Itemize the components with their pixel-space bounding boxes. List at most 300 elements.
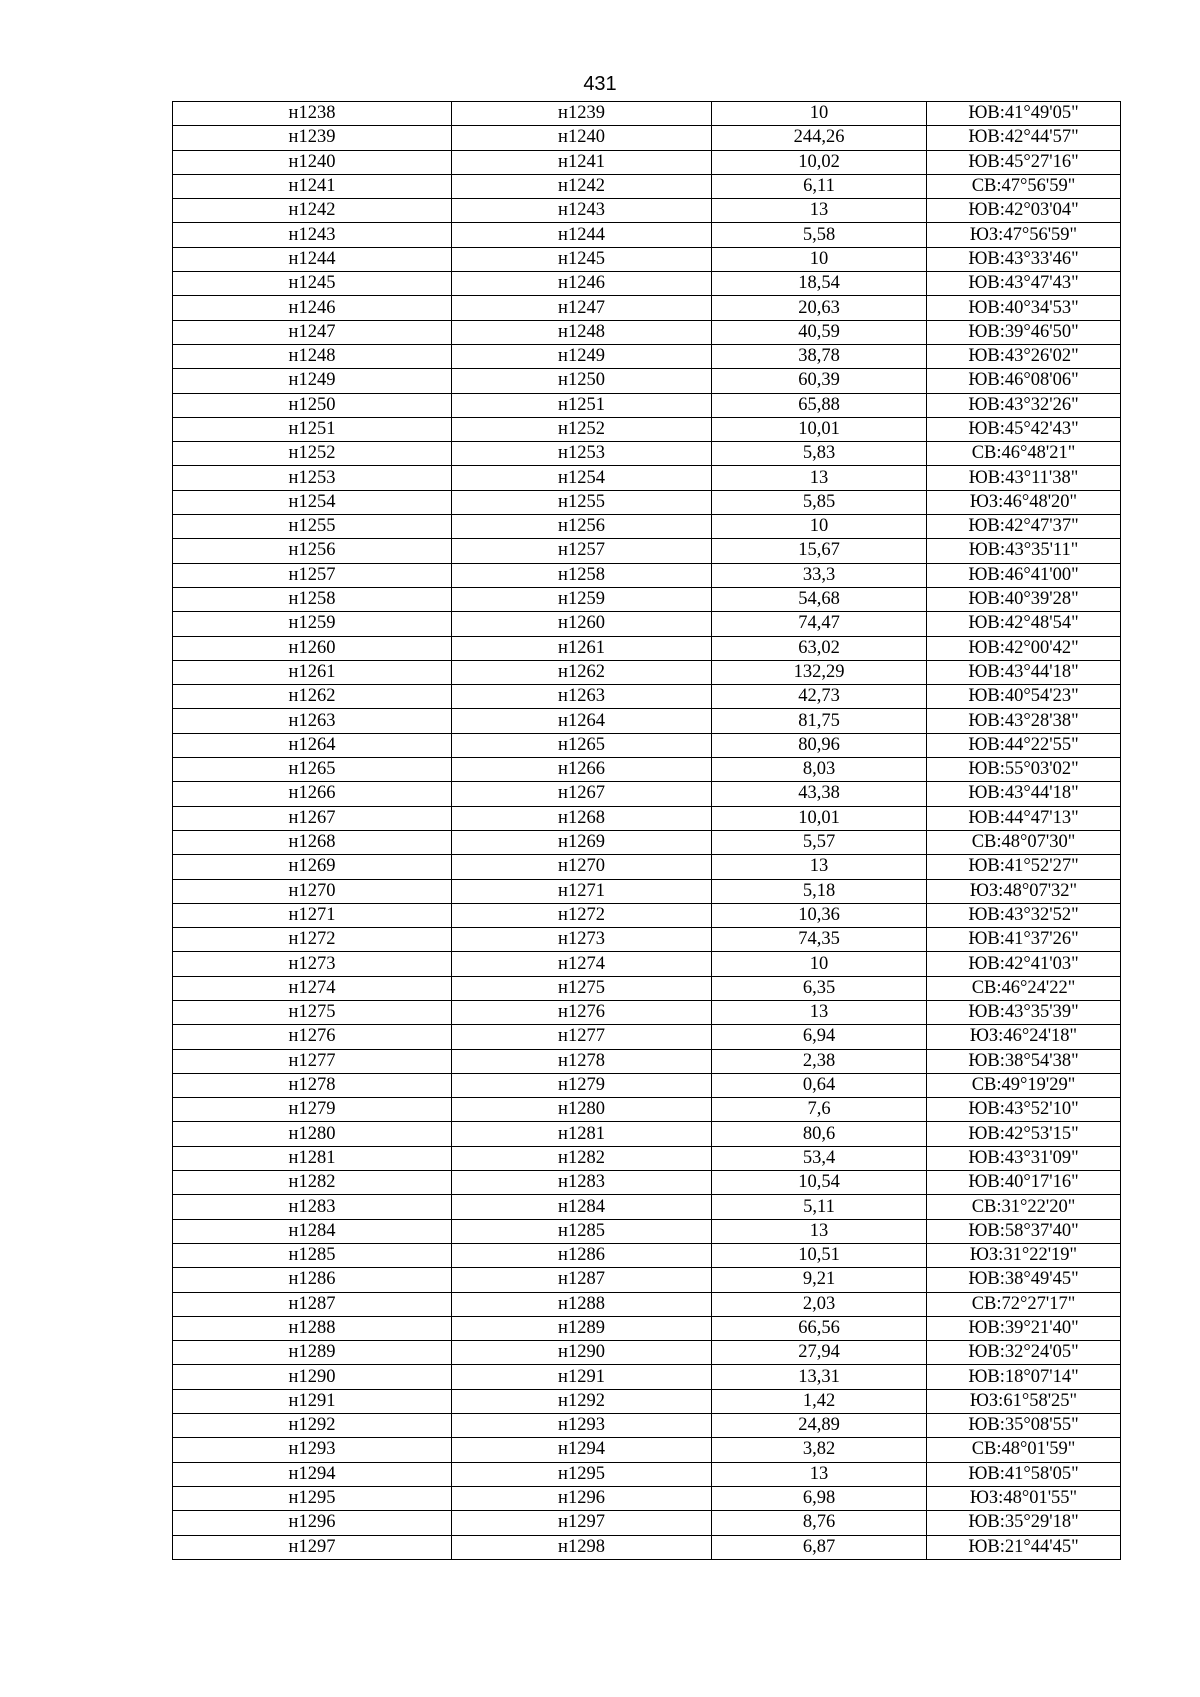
end-point-cell: н1245 — [452, 247, 712, 271]
start-point-cell: н1280 — [173, 1122, 452, 1146]
start-point-cell: н1238 — [173, 102, 452, 126]
bearing-cell: ЮВ:42°03'04" — [927, 199, 1121, 223]
length-cell: 6,35 — [712, 976, 927, 1000]
start-point-cell: н1279 — [173, 1098, 452, 1122]
start-point-cell: н1284 — [173, 1219, 452, 1243]
table-row — [173, 660, 1121, 684]
end-point-cell: н1285 — [452, 1219, 712, 1243]
start-point-cell: н1245 — [173, 272, 452, 296]
table-row — [173, 1195, 1121, 1219]
length-cell: 13 — [712, 466, 927, 490]
start-point-cell: н1270 — [173, 879, 452, 903]
length-cell: 132,29 — [712, 660, 927, 684]
length-cell: 5,18 — [712, 879, 927, 903]
length-cell: 81,75 — [712, 709, 927, 733]
table-row — [173, 952, 1121, 976]
table-row — [173, 879, 1121, 903]
length-cell: 5,83 — [712, 442, 927, 466]
bearing-cell: ЮЗ:46°48'20" — [927, 490, 1121, 514]
bearing-cell: ЮВ:43°28'38" — [927, 709, 1121, 733]
bearing-cell: ЮВ:44°22'55" — [927, 733, 1121, 757]
end-point-cell: н1242 — [452, 174, 712, 198]
end-point-cell: н1277 — [452, 1025, 712, 1049]
bearing-cell: ЮВ:43°35'11" — [927, 539, 1121, 563]
table-row — [173, 442, 1121, 466]
length-cell: 24,89 — [712, 1414, 927, 1438]
bearing-cell: ЮВ:42°47'37" — [927, 515, 1121, 539]
length-cell: 10 — [712, 102, 927, 126]
table-row — [173, 344, 1121, 368]
end-point-cell: н1296 — [452, 1486, 712, 1510]
end-point-cell: н1259 — [452, 587, 712, 611]
length-cell: 7,6 — [712, 1098, 927, 1122]
table-row — [173, 1268, 1121, 1292]
start-point-cell: н1256 — [173, 539, 452, 563]
bearing-cell: ЮВ:43°31'09" — [927, 1146, 1121, 1170]
end-point-cell: н1271 — [452, 879, 712, 903]
end-point-cell: н1239 — [452, 102, 712, 126]
start-point-cell: н1271 — [173, 903, 452, 927]
bearing-cell: СВ:48°01'59" — [927, 1438, 1121, 1462]
table-row — [173, 126, 1121, 150]
bearing-cell: ЮВ:35°29'18" — [927, 1511, 1121, 1535]
table-row — [173, 1292, 1121, 1316]
table-row — [173, 150, 1121, 174]
bearing-cell: СВ:49°19'29" — [927, 1073, 1121, 1097]
bearing-cell: ЮВ:39°46'50" — [927, 320, 1121, 344]
bearing-cell: ЮВ:41°52'27" — [927, 855, 1121, 879]
table-row — [173, 903, 1121, 927]
end-point-cell: н1244 — [452, 223, 712, 247]
start-point-cell: н1293 — [173, 1438, 452, 1462]
start-point-cell: н1255 — [173, 515, 452, 539]
bearing-cell: СВ:46°48'21" — [927, 442, 1121, 466]
end-point-cell: н1258 — [452, 563, 712, 587]
length-cell: 10,01 — [712, 806, 927, 830]
end-point-cell: н1256 — [452, 515, 712, 539]
bearing-cell: ЮВ:35°08'55" — [927, 1414, 1121, 1438]
length-cell: 54,68 — [712, 587, 927, 611]
table-row — [173, 1122, 1121, 1146]
length-cell: 5,85 — [712, 490, 927, 514]
length-cell: 15,67 — [712, 539, 927, 563]
start-point-cell: н1283 — [173, 1195, 452, 1219]
table-row — [173, 976, 1121, 1000]
end-point-cell: н1251 — [452, 393, 712, 417]
bearing-cell: ЮВ:41°58'05" — [927, 1462, 1121, 1486]
start-point-cell: н1260 — [173, 636, 452, 660]
table-row — [173, 296, 1121, 320]
bearing-cell: ЮВ:55°03'02" — [927, 758, 1121, 782]
table-row — [173, 1049, 1121, 1073]
end-point-cell: н1281 — [452, 1122, 712, 1146]
table-row — [173, 466, 1121, 490]
bearing-cell: СВ:46°24'22" — [927, 976, 1121, 1000]
table-row — [173, 199, 1121, 223]
bearing-cell: ЮВ:40°54'23" — [927, 685, 1121, 709]
start-point-cell: н1247 — [173, 320, 452, 344]
length-cell: 53,4 — [712, 1146, 927, 1170]
end-point-cell: н1279 — [452, 1073, 712, 1097]
length-cell: 33,3 — [712, 563, 927, 587]
boundary-points-table — [172, 101, 1121, 1560]
table-row — [173, 587, 1121, 611]
end-point-cell: н1254 — [452, 466, 712, 490]
end-point-cell: н1266 — [452, 758, 712, 782]
table-row — [173, 612, 1121, 636]
length-cell: 13,31 — [712, 1365, 927, 1389]
end-point-cell: н1292 — [452, 1389, 712, 1413]
length-cell: 2,38 — [712, 1049, 927, 1073]
start-point-cell: н1274 — [173, 976, 452, 1000]
bearing-cell: ЮЗ:48°01'55" — [927, 1486, 1121, 1510]
bearing-cell: ЮВ:42°44'57" — [927, 126, 1121, 150]
end-point-cell: н1248 — [452, 320, 712, 344]
start-point-cell: н1262 — [173, 685, 452, 709]
bearing-cell: ЮВ:43°33'46" — [927, 247, 1121, 271]
end-point-cell: н1246 — [452, 272, 712, 296]
start-point-cell: н1264 — [173, 733, 452, 757]
bearing-cell: ЮВ:38°49'45" — [927, 1268, 1121, 1292]
table-row — [173, 1219, 1121, 1243]
end-point-cell: н1250 — [452, 369, 712, 393]
start-point-cell: н1275 — [173, 1000, 452, 1024]
end-point-cell: н1297 — [452, 1511, 712, 1535]
table-row — [173, 490, 1121, 514]
table-row — [173, 1316, 1121, 1340]
length-cell: 8,03 — [712, 758, 927, 782]
length-cell: 1,42 — [712, 1389, 927, 1413]
table-row — [173, 1365, 1121, 1389]
table-row — [173, 1025, 1121, 1049]
length-cell: 244,26 — [712, 126, 927, 150]
length-cell: 2,03 — [712, 1292, 927, 1316]
end-point-cell: н1275 — [452, 976, 712, 1000]
start-point-cell: н1276 — [173, 1025, 452, 1049]
table-row — [173, 733, 1121, 757]
start-point-cell: н1290 — [173, 1365, 452, 1389]
bearing-cell: ЮВ:40°17'16" — [927, 1171, 1121, 1195]
start-point-cell: н1294 — [173, 1462, 452, 1486]
end-point-cell: н1272 — [452, 903, 712, 927]
bearing-cell: ЮВ:39°21'40" — [927, 1316, 1121, 1340]
start-point-cell: н1289 — [173, 1341, 452, 1365]
start-point-cell: н1259 — [173, 612, 452, 636]
length-cell: 6,11 — [712, 174, 927, 198]
start-point-cell: н1277 — [173, 1049, 452, 1073]
length-cell: 40,59 — [712, 320, 927, 344]
page-number: 431 — [583, 73, 617, 95]
table-row — [173, 1098, 1121, 1122]
end-point-cell: н1264 — [452, 709, 712, 733]
length-cell: 6,98 — [712, 1486, 927, 1510]
bearing-cell: ЮВ:42°00'42" — [927, 636, 1121, 660]
end-point-cell: н1247 — [452, 296, 712, 320]
bearing-cell: ЮВ:46°41'00" — [927, 563, 1121, 587]
table-row — [173, 1000, 1121, 1024]
table-row — [173, 369, 1121, 393]
length-cell: 42,73 — [712, 685, 927, 709]
start-point-cell: н1252 — [173, 442, 452, 466]
start-point-cell: н1286 — [173, 1268, 452, 1292]
end-point-cell: н1274 — [452, 952, 712, 976]
start-point-cell: н1285 — [173, 1243, 452, 1267]
end-point-cell: н1269 — [452, 830, 712, 854]
end-point-cell: н1289 — [452, 1316, 712, 1340]
length-cell: 80,96 — [712, 733, 927, 757]
bearing-cell: СВ:48°07'30" — [927, 830, 1121, 854]
end-point-cell: н1288 — [452, 1292, 712, 1316]
bearing-cell: ЮВ:43°44'18" — [927, 660, 1121, 684]
bearing-cell: ЮВ:43°47'43" — [927, 272, 1121, 296]
start-point-cell: н1267 — [173, 806, 452, 830]
start-point-cell: н1254 — [173, 490, 452, 514]
table-row — [173, 1243, 1121, 1267]
length-cell: 60,39 — [712, 369, 927, 393]
length-cell: 8,76 — [712, 1511, 927, 1535]
table-row — [173, 928, 1121, 952]
end-point-cell: н1267 — [452, 782, 712, 806]
table-row — [173, 563, 1121, 587]
end-point-cell: н1253 — [452, 442, 712, 466]
end-point-cell: н1260 — [452, 612, 712, 636]
end-point-cell: н1287 — [452, 1268, 712, 1292]
end-point-cell: н1270 — [452, 855, 712, 879]
table-row — [173, 417, 1121, 441]
length-cell: 5,11 — [712, 1195, 927, 1219]
start-point-cell: н1295 — [173, 1486, 452, 1510]
start-point-cell: н1292 — [173, 1414, 452, 1438]
bearing-cell: ЮВ:46°08'06" — [927, 369, 1121, 393]
table-row — [173, 1073, 1121, 1097]
bearing-cell: ЮВ:18°07'14" — [927, 1365, 1121, 1389]
length-cell: 13 — [712, 199, 927, 223]
end-point-cell: н1291 — [452, 1365, 712, 1389]
start-point-cell: н1281 — [173, 1146, 452, 1170]
start-point-cell: н1265 — [173, 758, 452, 782]
table-row — [173, 1486, 1121, 1510]
length-cell: 10 — [712, 952, 927, 976]
length-cell: 20,63 — [712, 296, 927, 320]
length-cell: 18,54 — [712, 272, 927, 296]
table-row — [173, 830, 1121, 854]
bearing-cell: ЮЗ:48°07'32" — [927, 879, 1121, 903]
length-cell: 6,94 — [712, 1025, 927, 1049]
end-point-cell: н1295 — [452, 1462, 712, 1486]
end-point-cell: н1282 — [452, 1146, 712, 1170]
start-point-cell: н1291 — [173, 1389, 452, 1413]
bearing-cell: ЮВ:32°24'05" — [927, 1341, 1121, 1365]
end-point-cell: н1255 — [452, 490, 712, 514]
table-row — [173, 685, 1121, 709]
table-row — [173, 1438, 1121, 1462]
end-point-cell: н1261 — [452, 636, 712, 660]
bearing-cell: ЮВ:43°44'18" — [927, 782, 1121, 806]
table-row — [173, 1535, 1121, 1559]
length-cell: 0,64 — [712, 1073, 927, 1097]
bearing-cell: ЮВ:40°34'53" — [927, 296, 1121, 320]
length-cell: 65,88 — [712, 393, 927, 417]
start-point-cell: н1253 — [173, 466, 452, 490]
start-point-cell: н1288 — [173, 1316, 452, 1340]
table-row — [173, 1389, 1121, 1413]
bearing-cell: ЮЗ:61°58'25" — [927, 1389, 1121, 1413]
start-point-cell: н1249 — [173, 369, 452, 393]
bearing-cell: СВ:47°56'59" — [927, 174, 1121, 198]
end-point-cell: н1280 — [452, 1098, 712, 1122]
bearing-cell: ЮВ:40°39'28" — [927, 587, 1121, 611]
bearing-cell: ЮВ:43°35'39" — [927, 1000, 1121, 1024]
table-row — [173, 515, 1121, 539]
length-cell: 74,35 — [712, 928, 927, 952]
start-point-cell: н1296 — [173, 1511, 452, 1535]
length-cell: 10,51 — [712, 1243, 927, 1267]
end-point-cell: н1276 — [452, 1000, 712, 1024]
end-point-cell: н1263 — [452, 685, 712, 709]
start-point-cell: н1266 — [173, 782, 452, 806]
start-point-cell: н1269 — [173, 855, 452, 879]
table-row — [173, 1462, 1121, 1486]
start-point-cell: н1282 — [173, 1171, 452, 1195]
start-point-cell: н1258 — [173, 587, 452, 611]
end-point-cell: н1257 — [452, 539, 712, 563]
bearing-cell: ЮВ:38°54'38" — [927, 1049, 1121, 1073]
start-point-cell: н1241 — [173, 174, 452, 198]
end-point-cell: н1265 — [452, 733, 712, 757]
length-cell: 13 — [712, 1219, 927, 1243]
end-point-cell: н1268 — [452, 806, 712, 830]
length-cell: 80,6 — [712, 1122, 927, 1146]
end-point-cell: н1294 — [452, 1438, 712, 1462]
start-point-cell: н1273 — [173, 952, 452, 976]
bearing-cell: ЮВ:43°32'26" — [927, 393, 1121, 417]
bearing-cell: ЮВ:43°11'38" — [927, 466, 1121, 490]
bearing-cell: ЮЗ:31°22'19" — [927, 1243, 1121, 1267]
start-point-cell: н1250 — [173, 393, 452, 417]
bearing-cell: ЮВ:41°49'05" — [927, 102, 1121, 126]
bearing-cell: ЮВ:41°37'26" — [927, 928, 1121, 952]
bearing-cell: ЮВ:43°32'52" — [927, 903, 1121, 927]
start-point-cell: н1272 — [173, 928, 452, 952]
end-point-cell: н1283 — [452, 1171, 712, 1195]
bearing-cell: ЮЗ:47°56'59" — [927, 223, 1121, 247]
length-cell: 10,01 — [712, 417, 927, 441]
bearing-cell: ЮВ:42°53'15" — [927, 1122, 1121, 1146]
table-row — [173, 758, 1121, 782]
start-point-cell: н1244 — [173, 247, 452, 271]
start-point-cell: н1278 — [173, 1073, 452, 1097]
table-body — [173, 102, 1121, 1560]
length-cell: 13 — [712, 1000, 927, 1024]
start-point-cell: н1240 — [173, 150, 452, 174]
bearing-cell: СВ:31°22'20" — [927, 1195, 1121, 1219]
table-row — [173, 709, 1121, 733]
bearing-cell: ЮВ:45°27'16" — [927, 150, 1121, 174]
start-point-cell: н1251 — [173, 417, 452, 441]
start-point-cell: н1243 — [173, 223, 452, 247]
bearing-cell: СВ:72°27'17" — [927, 1292, 1121, 1316]
length-cell: 10 — [712, 247, 927, 271]
bearing-cell: ЮВ:43°26'02" — [927, 344, 1121, 368]
table-row — [173, 782, 1121, 806]
table-row — [173, 320, 1121, 344]
length-cell: 13 — [712, 1462, 927, 1486]
table-row — [173, 1341, 1121, 1365]
length-cell: 74,47 — [712, 612, 927, 636]
start-point-cell: н1263 — [173, 709, 452, 733]
start-point-cell: н1239 — [173, 126, 452, 150]
end-point-cell: н1286 — [452, 1243, 712, 1267]
length-cell: 43,38 — [712, 782, 927, 806]
table-row — [173, 247, 1121, 271]
table-row — [173, 174, 1121, 198]
end-point-cell: н1241 — [452, 150, 712, 174]
start-point-cell: н1261 — [173, 660, 452, 684]
length-cell: 27,94 — [712, 1341, 927, 1365]
start-point-cell: н1287 — [173, 1292, 452, 1316]
end-point-cell: н1249 — [452, 344, 712, 368]
end-point-cell: н1240 — [452, 126, 712, 150]
start-point-cell: н1246 — [173, 296, 452, 320]
bearing-cell: ЮЗ:46°24'18" — [927, 1025, 1121, 1049]
start-point-cell: н1257 — [173, 563, 452, 587]
table-row — [173, 539, 1121, 563]
length-cell: 5,58 — [712, 223, 927, 247]
bearing-cell: ЮВ:21°44'45" — [927, 1535, 1121, 1559]
start-point-cell: н1297 — [173, 1535, 452, 1559]
length-cell: 38,78 — [712, 344, 927, 368]
length-cell: 5,57 — [712, 830, 927, 854]
table-row — [173, 1414, 1121, 1438]
table-row — [173, 855, 1121, 879]
length-cell: 10,02 — [712, 150, 927, 174]
table-row — [173, 272, 1121, 296]
length-cell: 6,87 — [712, 1535, 927, 1559]
end-point-cell: н1243 — [452, 199, 712, 223]
table-row — [173, 1146, 1121, 1170]
end-point-cell: н1298 — [452, 1535, 712, 1559]
length-cell: 66,56 — [712, 1316, 927, 1340]
table-row — [173, 806, 1121, 830]
end-point-cell: н1252 — [452, 417, 712, 441]
table-row — [173, 1171, 1121, 1195]
bearing-cell: ЮВ:45°42'43" — [927, 417, 1121, 441]
length-cell: 63,02 — [712, 636, 927, 660]
end-point-cell: н1284 — [452, 1195, 712, 1219]
length-cell: 10,54 — [712, 1171, 927, 1195]
bearing-cell: ЮВ:58°37'40" — [927, 1219, 1121, 1243]
end-point-cell: н1273 — [452, 928, 712, 952]
bearing-cell: ЮВ:42°48'54" — [927, 612, 1121, 636]
table-row — [173, 102, 1121, 126]
end-point-cell: н1278 — [452, 1049, 712, 1073]
table-row — [173, 223, 1121, 247]
bearing-cell: ЮВ:42°41'03" — [927, 952, 1121, 976]
bearing-cell: ЮВ:44°47'13" — [927, 806, 1121, 830]
end-point-cell: н1262 — [452, 660, 712, 684]
start-point-cell: н1242 — [173, 199, 452, 223]
table-row — [173, 1511, 1121, 1535]
bearing-cell: ЮВ:43°52'10" — [927, 1098, 1121, 1122]
end-point-cell: н1290 — [452, 1341, 712, 1365]
length-cell: 3,82 — [712, 1438, 927, 1462]
length-cell: 10,36 — [712, 903, 927, 927]
length-cell: 10 — [712, 515, 927, 539]
end-point-cell: н1293 — [452, 1414, 712, 1438]
length-cell: 13 — [712, 855, 927, 879]
table-row — [173, 393, 1121, 417]
start-point-cell: н1248 — [173, 344, 452, 368]
